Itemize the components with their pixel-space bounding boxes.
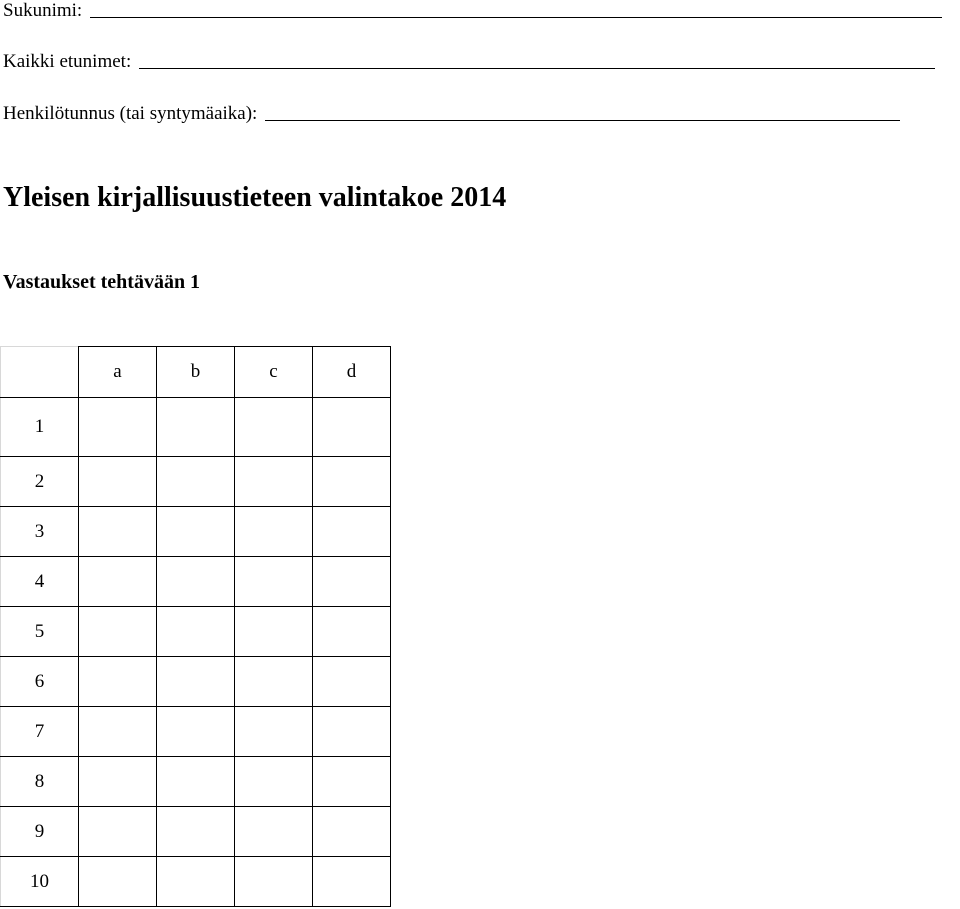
answer-cell-c[interactable] <box>235 707 313 757</box>
firstnames-label: Kaikki etunimet: <box>3 51 132 72</box>
answer-cell-c[interactable] <box>235 857 313 907</box>
question-number: 5 <box>1 607 79 657</box>
answer-cell-d[interactable] <box>313 757 391 807</box>
corner-cell <box>1 347 79 398</box>
answer-cell-c[interactable] <box>235 607 313 657</box>
answer-cell-a[interactable] <box>79 807 157 857</box>
question-number: 6 <box>1 657 79 707</box>
question-number: 3 <box>1 507 79 557</box>
answer-cell-d[interactable] <box>313 457 391 507</box>
answer-cell-d[interactable] <box>313 807 391 857</box>
table-row <box>1 807 391 857</box>
answer-cell-a[interactable] <box>79 607 157 657</box>
answer-cell-a[interactable] <box>79 457 157 507</box>
answer-cell-d[interactable] <box>313 707 391 757</box>
answer-cell-d[interactable] <box>313 557 391 607</box>
answer-grid-body <box>1 398 391 907</box>
table-row <box>1 457 391 507</box>
answer-cell-c[interactable] <box>235 657 313 707</box>
answer-cell-c[interactable] <box>235 457 313 507</box>
answer-cell-c[interactable] <box>235 807 313 857</box>
id-label: Henkilötunnus (tai syntymäaika): <box>3 103 258 124</box>
answer-cell-b[interactable] <box>157 807 235 857</box>
table-row <box>1 857 391 907</box>
table-row <box>1 607 391 657</box>
answer-cell-b[interactable] <box>157 507 235 557</box>
column-header-d: d <box>313 347 391 398</box>
question-number: 2 <box>1 457 79 507</box>
answer-cell-d[interactable] <box>313 507 391 557</box>
answer-cell-a[interactable] <box>79 857 157 907</box>
table-row <box>1 707 391 757</box>
page-title: Yleisen kirjallisuustieteen valintakoe 2014 <box>3 182 507 213</box>
surname-label: Sukunimi: <box>3 0 83 21</box>
table-row <box>1 507 391 557</box>
id-blank-line[interactable] <box>265 120 900 121</box>
question-number: 9 <box>1 807 79 857</box>
answer-cell-a[interactable] <box>79 757 157 807</box>
answer-cell-d[interactable] <box>313 607 391 657</box>
answer-cell-a[interactable] <box>79 398 157 457</box>
answer-cell-c[interactable] <box>235 507 313 557</box>
table-row <box>1 657 391 707</box>
question-number: 4 <box>1 557 79 607</box>
surname-field-row <box>3 0 942 22</box>
table-row <box>1 757 391 807</box>
answer-cell-b[interactable] <box>157 657 235 707</box>
surname-blank-line[interactable] <box>90 17 942 18</box>
answer-cell-a[interactable] <box>79 557 157 607</box>
column-header-a: a <box>79 347 157 398</box>
answer-cell-c[interactable] <box>235 398 313 457</box>
table-row <box>1 557 391 607</box>
firstnames-field-row <box>3 51 935 73</box>
column-header-b: b <box>157 347 235 398</box>
answer-cell-d[interactable] <box>313 857 391 907</box>
question-number: 7 <box>1 707 79 757</box>
firstnames-blank-line[interactable] <box>139 68 935 69</box>
answer-cell-b[interactable] <box>157 707 235 757</box>
question-number: 8 <box>1 757 79 807</box>
answer-cell-b[interactable] <box>157 857 235 907</box>
answer-cell-b[interactable] <box>157 398 235 457</box>
answer-cell-a[interactable] <box>79 707 157 757</box>
answer-cell-d[interactable] <box>313 657 391 707</box>
answer-cell-b[interactable] <box>157 457 235 507</box>
answer-grid <box>0 346 391 907</box>
column-header-c: c <box>235 347 313 398</box>
answer-cell-a[interactable] <box>79 657 157 707</box>
answer-cell-c[interactable] <box>235 757 313 807</box>
answer-cell-c[interactable] <box>235 557 313 607</box>
answer-cell-b[interactable] <box>157 757 235 807</box>
section-subtitle: Vastaukset tehtävään 1 <box>3 271 201 293</box>
answer-grid-header-row <box>1 347 391 398</box>
answer-cell-b[interactable] <box>157 557 235 607</box>
question-number: 1 <box>1 398 79 457</box>
answer-cell-a[interactable] <box>79 507 157 557</box>
question-number: 10 <box>1 857 79 907</box>
answer-cell-d[interactable] <box>313 398 391 457</box>
id-field-row <box>3 103 900 125</box>
answer-cell-b[interactable] <box>157 607 235 657</box>
table-row <box>1 398 391 457</box>
